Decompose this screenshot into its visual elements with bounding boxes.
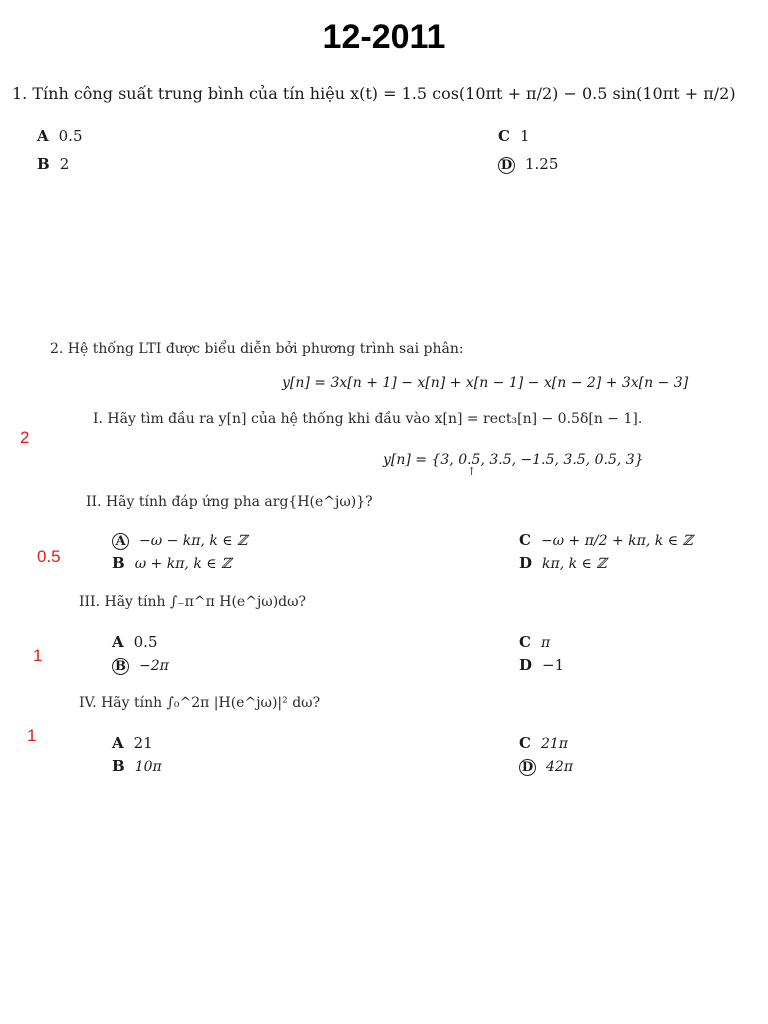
option-value: 2 xyxy=(59,155,70,173)
option-value: 1 xyxy=(519,127,530,145)
part2-option-a xyxy=(112,531,247,550)
option-letter: C xyxy=(519,531,531,549)
q1-option-d xyxy=(498,155,558,174)
option-value: π xyxy=(540,635,551,651)
score-mark-part1: 2 xyxy=(20,428,30,447)
circled-answer-mark: B xyxy=(112,658,129,675)
option-letter: C xyxy=(498,127,510,145)
option-value: ω + kπ, k ∈ ℤ xyxy=(134,556,232,572)
option-letter: A xyxy=(112,633,124,651)
circled-answer-mark: A xyxy=(112,533,129,550)
circled-answer-mark: D xyxy=(498,157,515,174)
part4-option-b xyxy=(112,757,162,775)
part3-text: III. Hãy tính ∫₋π^π H(e^jω)dω? xyxy=(79,594,307,610)
option-letter: B xyxy=(112,554,125,572)
circled-answer-mark: D xyxy=(519,759,536,776)
time-origin-arrow: ↑ xyxy=(467,465,477,478)
option-value: 42π xyxy=(546,759,574,775)
score-mark-part3: 1 xyxy=(33,646,43,665)
part4-option-a xyxy=(112,734,153,752)
option-value: 0.5 xyxy=(58,127,83,145)
option-value: 0.5 xyxy=(133,633,158,651)
option-letter: D xyxy=(519,554,533,572)
part1-text: I. Hãy tìm đầu ra y[n] của hệ thống khi đầu vào x[n] = rect₃[n] − 0.5δ[n − 1]. xyxy=(93,411,643,427)
option-letter: B xyxy=(112,757,125,775)
question-1-text: 1. Tính công suất trung bình của tín hiệu x(t) = 1.5 cos(10πt + π/2) − 0.5 sin(10πt + π/2) xyxy=(12,84,736,103)
option-value: −2π xyxy=(139,658,169,674)
option-letter: D xyxy=(519,656,533,674)
option-letter: C xyxy=(519,633,531,651)
option-value: −ω + π/2 + kπ, k ∈ ℤ xyxy=(540,533,693,549)
option-letter: A xyxy=(37,127,49,145)
question-2-intro: 2. Hệ thống LTI được biểu diễn bởi phương trình sai phân: xyxy=(50,341,464,357)
score-mark-part2: 0.5 xyxy=(37,547,61,566)
option-value: 21π xyxy=(540,736,568,752)
part4-option-c xyxy=(519,734,568,752)
option-letter: B xyxy=(37,155,50,173)
part2-text: II. Hãy tính đáp ứng pha arg{H(e^jω)}? xyxy=(86,494,373,510)
part2-option-d xyxy=(519,554,607,572)
q1-option-a xyxy=(37,127,83,145)
option-value: −1 xyxy=(542,656,565,674)
option-value: 21 xyxy=(133,734,153,752)
part4-option-d xyxy=(519,757,573,776)
option-value: 1.25 xyxy=(525,155,559,173)
part2-option-c xyxy=(519,531,693,549)
option-value: kπ, k ∈ ℤ xyxy=(542,556,607,572)
option-letter: C xyxy=(519,734,531,752)
option-value: −ω − kπ, k ∈ ℤ xyxy=(139,533,248,549)
q1-option-b xyxy=(37,155,69,173)
option-value: 10π xyxy=(134,759,162,775)
part3-option-a xyxy=(112,633,158,651)
q1-option-c xyxy=(498,127,530,145)
option-letter: A xyxy=(112,734,124,752)
score-mark-part4: 1 xyxy=(27,726,37,745)
page-title: 12-2011 xyxy=(322,18,446,56)
part4-text: IV. Hãy tính ∫₀^2π |H(e^jω)|² dω? xyxy=(79,695,321,711)
part3-option-c xyxy=(519,633,550,651)
part1-answer: y[n] = {3, 0.5, 3.5, −1.5, 3.5, 0.5, 3} xyxy=(383,452,644,468)
part2-option-b xyxy=(112,554,231,572)
difference-equation: y[n] = 3x[n + 1] − x[n] + x[n − 1] − x[n − 2] + 3x[n − 3] xyxy=(282,375,689,391)
part3-option-b xyxy=(112,656,169,675)
part3-option-d xyxy=(519,656,564,674)
